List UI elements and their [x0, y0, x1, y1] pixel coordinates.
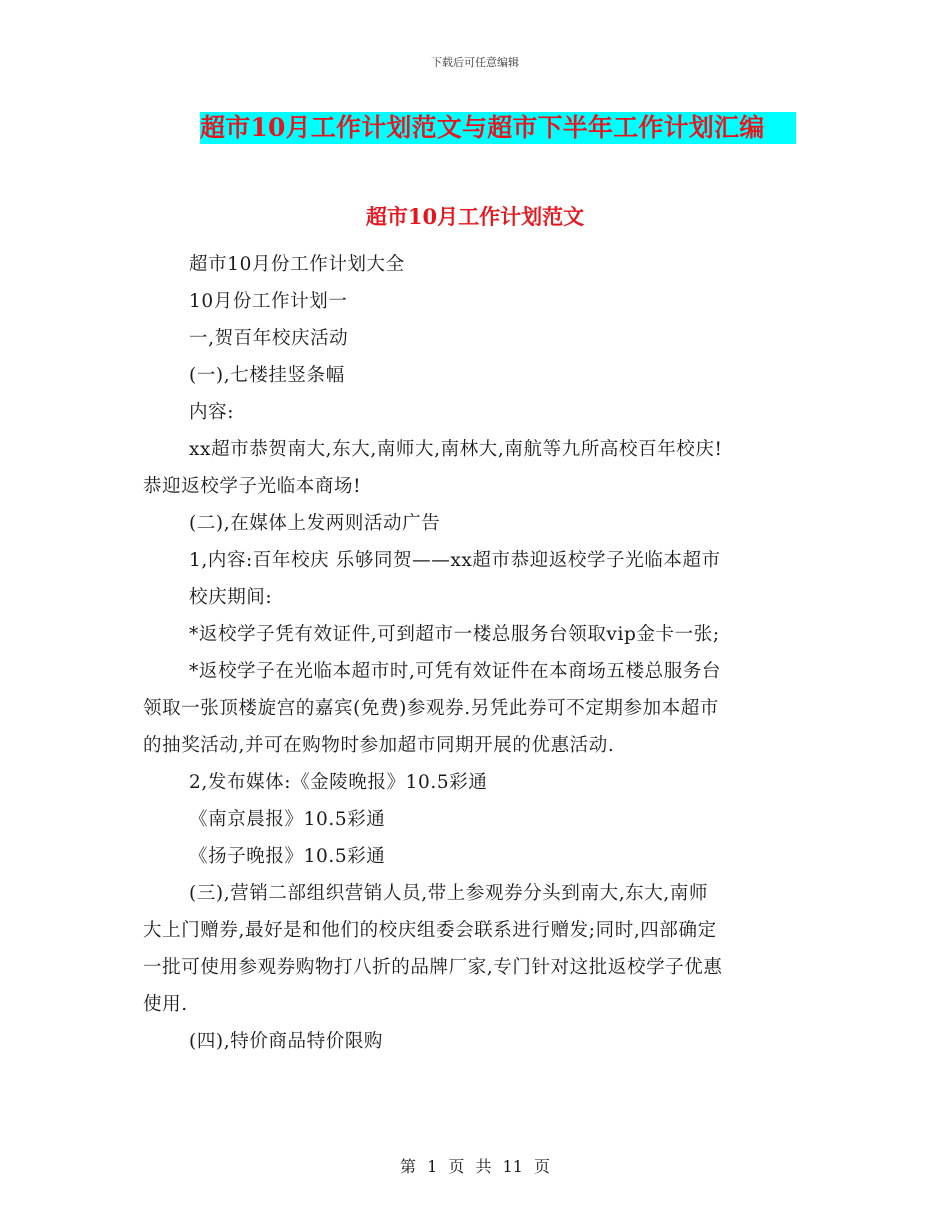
- paragraph-line: 一批可使用参观券购物打八折的品牌厂家,专门针对这批返校学子优惠: [143, 957, 723, 978]
- paragraph-line: 超市10月份工作计划大全: [189, 254, 405, 275]
- section-title: 超市10月工作计划范文: [365, 204, 585, 229]
- paragraph-line: 内容:: [189, 402, 235, 423]
- paragraph-line: 的抽奖活动,并可在购物时参加超市同期开展的优惠活动.: [143, 735, 615, 756]
- paragraph-line: 恭迎返校学子光临本商场!: [143, 476, 362, 497]
- paragraph-line: 校庆期间:: [189, 587, 273, 608]
- paragraph-line: (二),在媒体上发两则活动广告: [189, 513, 441, 534]
- document-body: [143, 246, 808, 1060]
- document-title: 超市10月工作计划范文与超市下半年工作计划汇编: [200, 112, 796, 144]
- header-note: 下载后可任意编辑: [431, 56, 519, 69]
- paragraph-line: (一),七楼挂竖条幅: [189, 365, 345, 386]
- paragraph-line: 使用.: [143, 994, 188, 1015]
- paragraph-line: 10月份工作计划一: [189, 291, 348, 312]
- paragraph-line: *返校学子在光临本超市时,可凭有效证件在本商场五楼总服务台: [189, 661, 722, 682]
- paragraph-line: 《南京晨报》10.5彩通: [189, 809, 386, 830]
- paragraph-line: 领取一张顶楼旋宫的嘉宾(免费)参观券.另凭此券可不定期参加本超市: [143, 698, 720, 719]
- paragraph-line: 《扬子晚报》10.5彩通: [189, 846, 386, 867]
- paragraph-line: 一,贺百年校庆活动: [189, 328, 349, 349]
- paragraph-line: 1,内容:百年校庆 乐够同贺——xx超市恭迎返校学子光临本超市: [189, 550, 721, 571]
- paragraph-line: *返校学子凭有效证件,可到超市一楼总服务台领取vip金卡一张;: [189, 624, 720, 645]
- paragraph-line: (三),营销二部组织营销人员,带上参观券分头到南大,东大,南师: [189, 883, 709, 904]
- page-number: 第 1 页 共 11 页: [400, 1157, 550, 1176]
- paragraph-line: 2,发布媒体:《金陵晚报》10.5彩通: [189, 772, 488, 793]
- paragraph-line: (四),特价商品特价限购: [189, 1031, 384, 1052]
- paragraph-line: 大上门赠券,最好是和他们的校庆组委会联系进行赠发;同时,四部确定: [143, 920, 717, 941]
- paragraph-line: xx超市恭贺南大,东大,南师大,南林大,南航等九所高校百年校庆!: [189, 439, 723, 460]
